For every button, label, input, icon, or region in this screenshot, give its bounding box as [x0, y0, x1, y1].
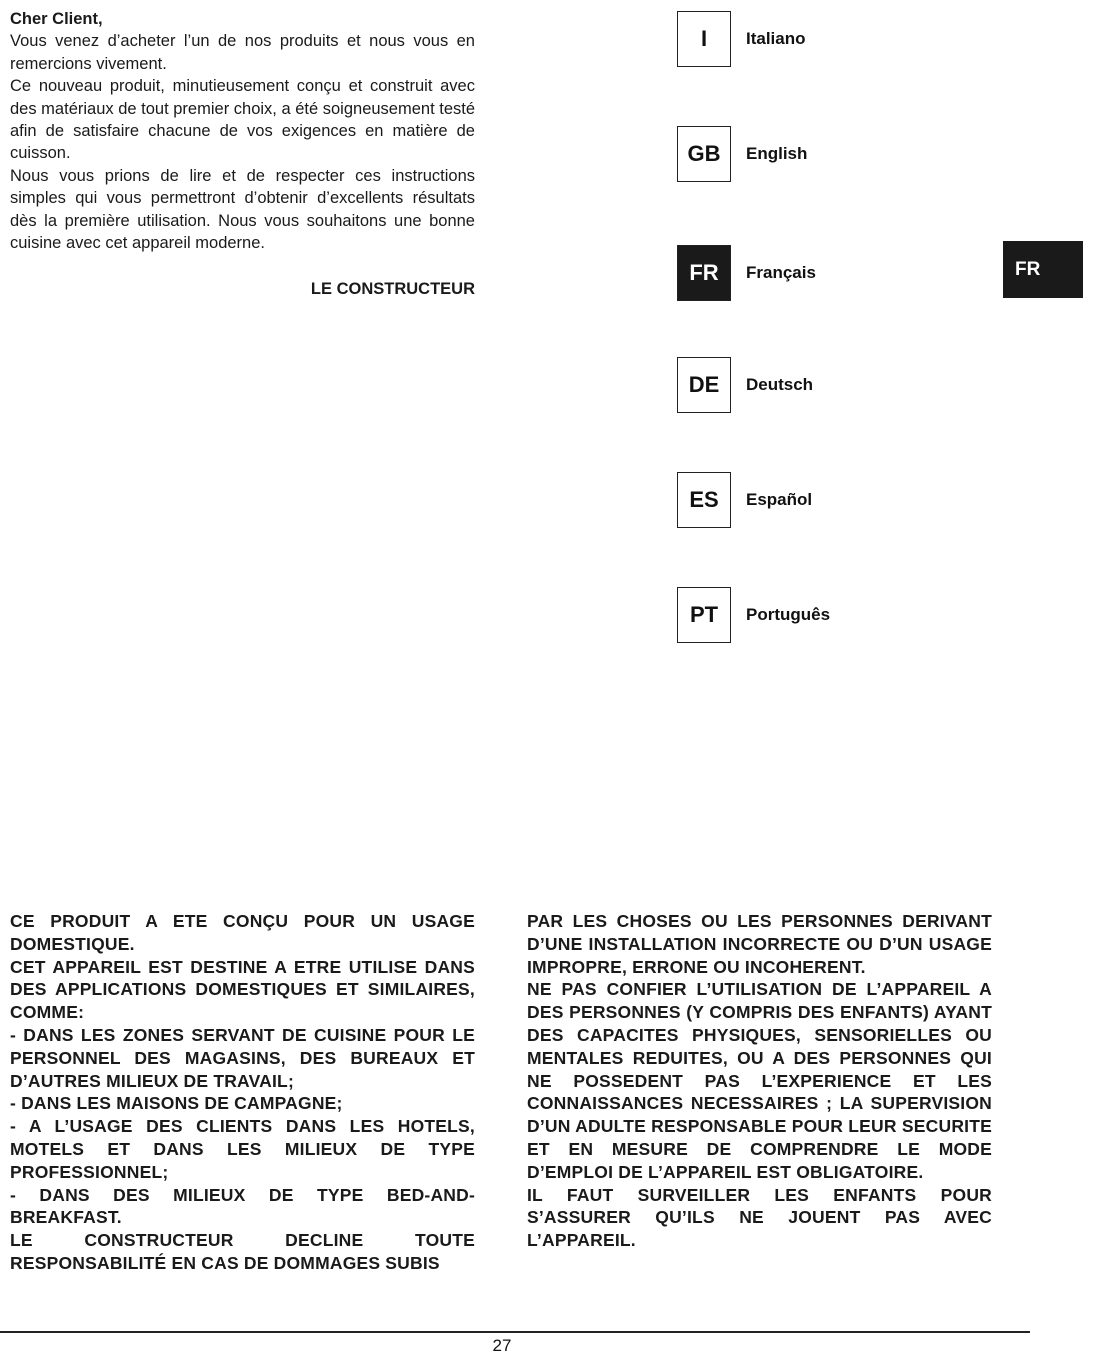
section-tab-fr: FR: [1003, 241, 1083, 298]
language-code-box: PT: [677, 587, 731, 643]
page-number: 27: [492, 1336, 512, 1355]
language-code-box: GB: [677, 126, 731, 182]
warning-column-left: [10, 910, 475, 1275]
language-code-box: ES: [677, 472, 731, 528]
intro-paragraph: Vous venez d’acheter l’un de nos produits et nous vous en remercions vivement.: [10, 32, 475, 73]
footer-divider: [0, 1331, 1030, 1333]
warning-paragraph: - A L’USAGE DES CLIENTS DANS LES HOTELS, MOTELS ET DANS LES MILIEUX DE TYPE PROFESSIONNEL;: [10, 1116, 475, 1182]
language-item-portugues[interactable]: [677, 587, 830, 643]
intro-paragraph: Nous vous prions de lire et de respecter ces instructions simples qui vous permettront d’obtenir d’excellents résultats dès la première utilisation. Nous vous souhaitons une bonne cuisine avec cet appareil moderne.: [10, 166, 475, 253]
greeting: Cher Client,: [10, 10, 103, 28]
language-name: Deutsch: [746, 375, 814, 394]
language-item-english[interactable]: [677, 126, 807, 182]
language-name: Français: [746, 263, 816, 282]
language-name: Português: [746, 605, 831, 624]
language-code-box-active: FR: [677, 245, 731, 301]
language-code-box: DE: [677, 357, 731, 413]
intro-letter: [10, 8, 475, 301]
warning-paragraph: - DANS LES ZONES SERVANT DE CUISINE POUR LE PERSONNEL DES MAGASINS, DES BUREAUX ET D’AUTRES MILIEUX DE TRAVAIL;: [10, 1024, 475, 1091]
language-item-italiano[interactable]: [677, 11, 806, 67]
signature: LE CONSTRUCTEUR: [310, 280, 475, 299]
warning-paragraph: CE PRODUIT A ETE CONÇU POUR UN USAGE DOMESTIQUE.: [10, 911, 475, 954]
warning-paragraph: - DANS DES MILIEUX DE TYPE BED-AND-BREAKFAST.: [10, 1184, 475, 1228]
language-item-francais[interactable]: [677, 245, 816, 301]
language-name: Italiano: [746, 29, 806, 48]
intro-paragraph: Ce nouveau produit, minutieusement conçu et construit avec des matériaux de tout premier choix, a été soigneusement testé afin de satisfaire chacune de vos exigences en matière de cuisson.: [10, 77, 476, 163]
language-code-box: I: [677, 11, 731, 67]
warning-paragraph: NE PAS CONFIER L’UTILISATION DE L’APPAREIL A DES PERSONNES (Y COMPRIS DES ENFANTS) AYANT DES CAPACITES PHYSIQUES, SENSORIELLES OU MENTALES REDUITES, OU A DES PERSONNES QUI NE POSSEDENT PAS L’EXPERIENCE ET LES CONNAISSANCES NECESSAIRES ; LA SUPERVISION D’UN ADULTE RESPONSABLE POUR LEUR SECURITE ET EN MESURE DE COMPRENDRE LE MODE D’EMPLOI DE L’APPAREIL EST OBLIGATOIRE.: [527, 979, 992, 1182]
language-item-deutsch[interactable]: [677, 357, 813, 413]
warning-paragraph: PAR LES CHOSES OU LES PERSONNES DERIVANT D’UNE INSTALLATION INCORRECTE OU D’UN USAGE IMPROPRE, ERRONE OU INCOHERENT.: [527, 911, 992, 977]
warning-paragraph: CET APPAREIL EST DESTINE A ETRE UTILISE DANS DES APPLICATIONS DOMESTIQUES ET SIMILAIRES, COMME:: [10, 956, 475, 1023]
language-name: English: [746, 144, 808, 163]
warning-paragraph: - DANS LES MAISONS DE CAMPAGNE;: [10, 1093, 343, 1114]
warning-paragraph: LE CONSTRUCTEUR DECLINE TOUTE RESPONSABILITÉ EN CAS DE DOMMAGES SUBIS: [10, 1230, 475, 1273]
language-item-espanol[interactable]: [677, 472, 812, 528]
warning-column-right: [527, 910, 992, 1252]
warning-paragraph: IL FAUT SURVEILLER LES ENFANTS POUR S’ASSURER QU’ILS NE JOUENT PAS AVEC L’APPAREIL.: [527, 1184, 992, 1251]
language-name: Español: [746, 490, 813, 509]
